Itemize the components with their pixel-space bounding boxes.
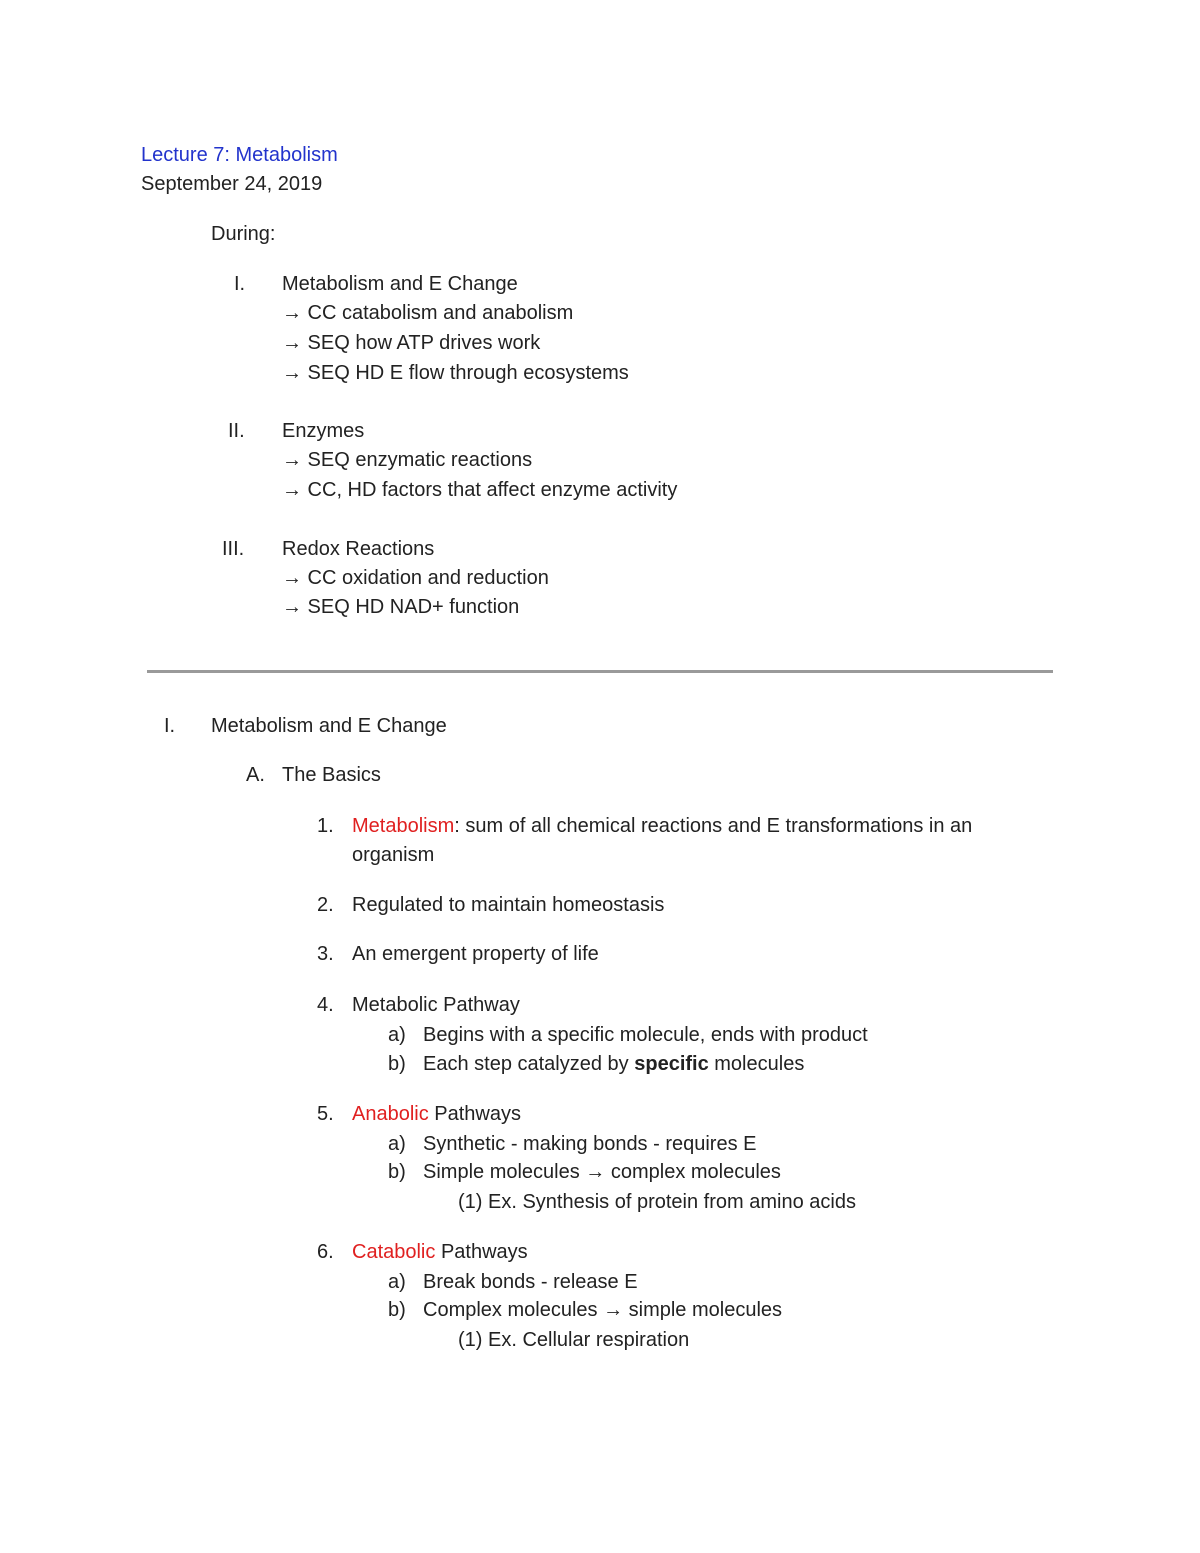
subpoint-letter: a) [388, 1024, 406, 1046]
outline-item: → SEQ enzymatic reactions [282, 449, 533, 471]
outline-item: → SEQ HD NAD+ function [282, 596, 520, 618]
point-number: 5. [317, 1103, 334, 1125]
page-date: September 24, 2019 [141, 173, 323, 195]
outline-section-title: Metabolism and E Change [282, 273, 518, 295]
subpoint-text: Complex molecules → simple molecules [423, 1299, 783, 1321]
bold-emphasis: specific [634, 1053, 709, 1075]
outline-item: → SEQ HD E flow through ecosystems [282, 362, 629, 384]
outline-numeral: I. [234, 273, 246, 295]
outline-section-title: Redox Reactions [282, 538, 435, 560]
point-number: 6. [317, 1241, 334, 1263]
outline-numeral: II. [228, 420, 245, 442]
point-text-continued: organism [352, 844, 435, 866]
outline-item: → CC oxidation and reduction [282, 567, 549, 589]
subpoint-text: Each step catalyzed by specific molecules [423, 1053, 805, 1075]
subsection-letter: A. [246, 764, 265, 786]
horizontal-divider [147, 670, 1053, 673]
subpoint-letter: b) [388, 1161, 406, 1183]
point-number: 2. [317, 894, 334, 916]
point-number: 1. [317, 815, 334, 837]
term-highlight: Anabolic [352, 1103, 429, 1125]
outline-item: → SEQ how ATP drives work [282, 332, 541, 354]
example-text: (1) Ex. Synthesis of protein from amino acids [458, 1191, 856, 1213]
outline-item: → CC catabolism and anabolism [282, 302, 574, 324]
point-text: Regulated to maintain homeostasis [352, 894, 665, 916]
point-text: Metabolism: sum of all chemical reactions and E transformations in an [352, 815, 973, 837]
section-numeral: I. [164, 715, 176, 737]
point-text: Catabolic Pathways [352, 1241, 528, 1263]
point-text: Metabolic Pathway [352, 994, 520, 1016]
page-title: Lecture 7: Metabolism [141, 144, 338, 166]
subpoint-text: Break bonds - release E [423, 1271, 638, 1293]
subpoint-letter: a) [388, 1271, 406, 1293]
during-label: During: [211, 223, 276, 245]
term-highlight: Metabolism [352, 815, 455, 837]
outline-numeral: III. [222, 538, 245, 560]
point-text: An emergent property of life [352, 943, 599, 965]
subpoint-letter: b) [388, 1053, 406, 1075]
subpoint-text: Synthetic - making bonds - requires E [423, 1133, 757, 1155]
subpoint-letter: a) [388, 1133, 406, 1155]
point-number: 3. [317, 943, 334, 965]
subpoint-letter: b) [388, 1299, 406, 1321]
subpoint-text: Simple molecules → complex molecules [423, 1161, 781, 1183]
outline-item: → CC, HD factors that affect enzyme activity [282, 479, 678, 501]
point-number: 4. [317, 994, 334, 1016]
section-title: Metabolism and E Change [211, 715, 447, 737]
example-text: (1) Ex. Cellular respiration [458, 1329, 690, 1351]
subsection-title: The Basics [282, 764, 381, 786]
point-text: Anabolic Pathways [352, 1103, 521, 1125]
outline-section-title: Enzymes [282, 420, 365, 442]
term-highlight: Catabolic [352, 1241, 436, 1263]
subpoint-text: Begins with a specific molecule, ends with product [423, 1024, 868, 1046]
